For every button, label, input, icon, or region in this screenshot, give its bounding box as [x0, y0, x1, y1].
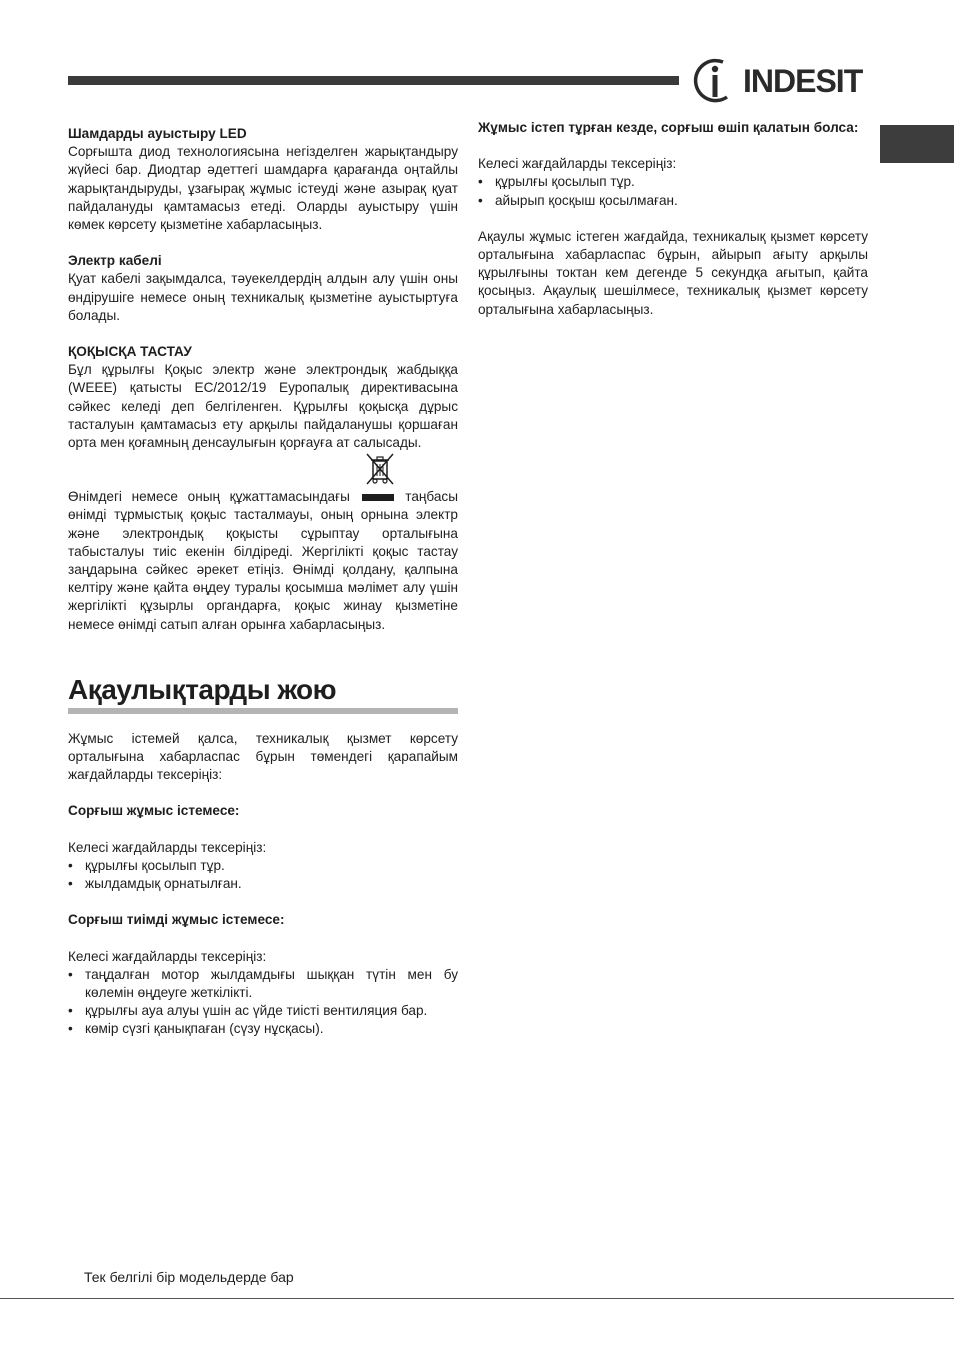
poor-performance-title: Сорғыш тиімді жұмыс істемесе:	[68, 912, 285, 928]
footer-rule	[0, 1298, 954, 1299]
list-item: • құрылғы ауа алуы үшін ас үйде тиісті вентиляция бар.	[68, 1002, 458, 1020]
left-column	[68, 125, 458, 1039]
cable-title: Электр кабелі	[68, 253, 162, 269]
list-item: • көмір сүзгі қанықпаған (сүзу нұсқасы).	[68, 1020, 458, 1038]
troubleshooting-heading: Ақаулықтарды жою	[68, 673, 337, 705]
footer-note: Тек белгілі бір модельдерде бар	[84, 1269, 294, 1285]
list-item: • таңдалған мотор жылдамдығы шыққан түтін мен бу көлемін өңдеуге жеткілікті.	[68, 966, 458, 1002]
logo-i-icon	[693, 57, 737, 107]
language-tab	[880, 125, 954, 163]
list-item: • құрылғы қосылып тұр.	[478, 173, 868, 191]
not-working-title: Сорғыш жұмыс істемесе:	[68, 803, 240, 819]
list-item: • құрылғы қосылып тұр.	[68, 857, 458, 875]
led-text: Сорғышта диод технологиясына негізделген жарықтандыру жүйесі бар. Диодтар әдеттегі шамдарға қарағанда оңтайлы жарықтандыруды, ұзағырақ жұмыс істеуді және азырақ қуат пайдалануды қамтамасыз етеді. Оларды ауыстыру үшін көмек көрсету қызметіне хабарласыңыз.	[68, 144, 458, 233]
poor-performance-list	[68, 966, 458, 1039]
bar-symbol-icon	[362, 494, 394, 501]
led-title: Шамдарды ауыстыру LED	[68, 126, 247, 141]
symbol-paragraph	[68, 488, 458, 634]
switch-off-check: Келесі жағдайларды тексеріңіз:	[478, 156, 677, 172]
poor-performance-check: Келесі жағдайларды тексеріңіз:	[68, 948, 267, 964]
disposal-title: ҚОҚЫСҚА ТАСТАУ	[68, 344, 192, 360]
indesit-logo	[693, 57, 871, 107]
logo-text: INDESIT	[743, 63, 863, 99]
not-working-list	[68, 857, 458, 893]
not-working-check: Келесі жағдайларды тексеріңіз:	[68, 839, 267, 855]
disposal-text: Бұл құрылғы Қоқыс электр және электрондық жабдыққа (WEEE) қатысты ЕС/2012/19 Еуропалық директивасына сәйкес келеді деп белгіленген. Құрылғы қоқысқа дұрыс тасталуын қамтамасыз ету арқылы пайдаланушы қоршаған орта мен қоғамның денсаулығын қорғауға ат салысады.	[68, 362, 458, 451]
list-item: • жылдамдық орнатылған.	[68, 875, 458, 893]
fault-text: Ақаулы жұмыс істеген жағдайда, техникалық қызмет көрсету орталығына хабарласпас бұрын, айырып ағыту арқылы құрылғыны токтан кем дегенде 5 секундқа ағытып, қайта қосыңыз. Ақаулық шешілмесе, техникалық қызмет көрсету орталығына хабарласыңыз.	[478, 228, 868, 317]
symbol-text-before: Өнімдегі немесе оның құжаттамасындағы	[68, 489, 350, 505]
switch-off-title: Жұмыс істеп тұрған кезде, сорғыш өшіп қалатын болса:	[478, 120, 859, 135]
symbol-text-after: таңбасы өнімді тұрмыстық қоқыс тасталмауы, оның орнына электр және электрондық қоқысты сұрыптау орталығына табысталуы тиіс екенін білдіреді. Жергілікті қоқыс тастау заңдарына сәйкес әрекет етіңіз. Өнімді қолдану, қалпына келтіру және қайта өңдеу туралы қосымша мәлімет алу үшін жергілікті құзырлы органдарға, қоқыс жинау қызметіне немесе өнімді сатып алған орынға хабарласыңыз.	[68, 489, 458, 632]
weee-symbol-area	[68, 452, 458, 488]
heading-underline	[68, 708, 458, 714]
switch-off-list	[478, 173, 868, 209]
crossed-bin-icon	[364, 452, 396, 486]
troubleshooting-intro: Жұмыс істемей қалса, техникалық қызмет көрсету орталығына хабарласпас бұрын төмендегі қарапайым жағдайларды тексеріңіз:	[68, 730, 458, 783]
list-item: • айырып қосқыш қосылмаған.	[478, 192, 868, 210]
right-column	[478, 119, 868, 319]
header-bar	[68, 76, 679, 85]
cable-text: Қуат кабелі зақымдалса, тәуекелдердің алдын алу үшін оны өндірушіге немесе оның техникалық қызметіне ауыстыртуға болады.	[68, 271, 458, 323]
